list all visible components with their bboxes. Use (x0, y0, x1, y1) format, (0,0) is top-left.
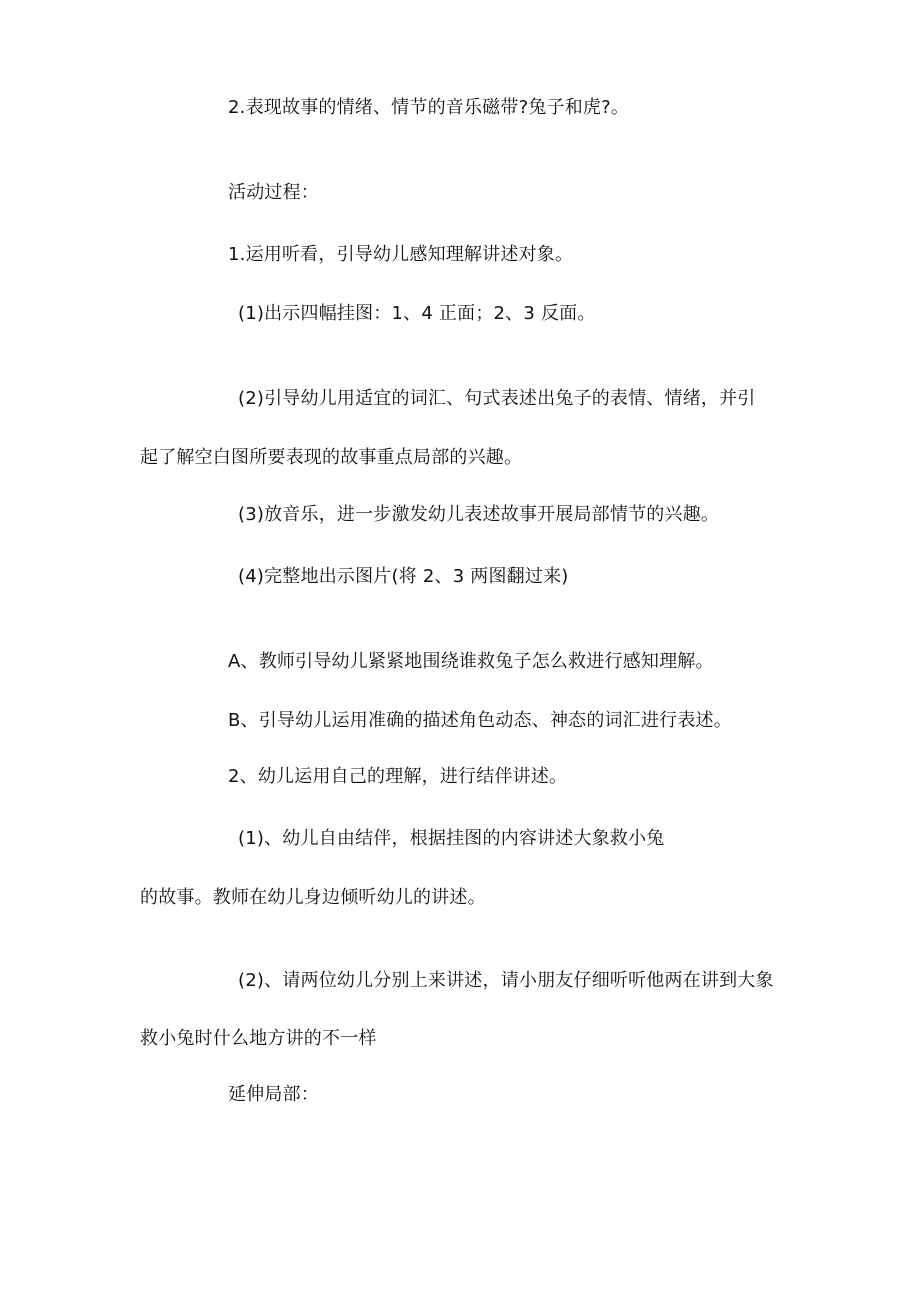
material-item-2: 2.表现故事的情绪、情节的音乐磁带?兔子和虎?。 (228, 97, 630, 118)
step-2-substep-2: (2)、请两位幼儿分别上来讲述，请小朋友仔细听听他两在讲到大象 (238, 970, 774, 991)
step-2-heading: 2、幼儿运用自己的理解，进行结伴讲述。 (228, 766, 568, 787)
step-1-substep-1: (1)出示四幅挂图：1、4 正面；2、3 反面。 (238, 303, 596, 324)
point-a: A、教师引导幼儿紧紧地围绕谁救兔子怎么救进行感知理解。 (228, 651, 714, 672)
step-1-substep-3: (3)放音乐，进一步激发幼儿表述故事开展局部情节的兴趣。 (238, 504, 720, 525)
step-1-heading: 1.运用听看，引导幼儿感知理解讲述对象。 (228, 244, 574, 265)
point-b: B、引导幼儿运用准确的描述角色动态、神态的词汇进行表述。 (228, 710, 732, 731)
extension-heading: 延伸局部： (228, 1084, 319, 1105)
step-2-substep-2-continued: 救小兔时什么地方讲的不一样 (140, 1028, 377, 1049)
step-1-substep-2: (2)引导幼儿用适宜的词汇、句式表述出兔子的表情、情绪，并引 (238, 388, 756, 409)
activity-process-heading: 活动过程： (228, 182, 319, 203)
step-1-substep-4: (4)完整地出示图片(将 2、3 两图翻过来) (238, 566, 569, 587)
step-2-substep-1-continued: 的故事。教师在幼儿身边倾听幼儿的讲述。 (140, 887, 486, 908)
step-1-substep-2-continued: 起了解空白图所要表现的故事重点局部的兴趣。 (140, 447, 523, 468)
step-2-substep-1: (1)、幼儿自由结伴，根据挂图的内容讲述大象救小兔 (238, 828, 665, 849)
